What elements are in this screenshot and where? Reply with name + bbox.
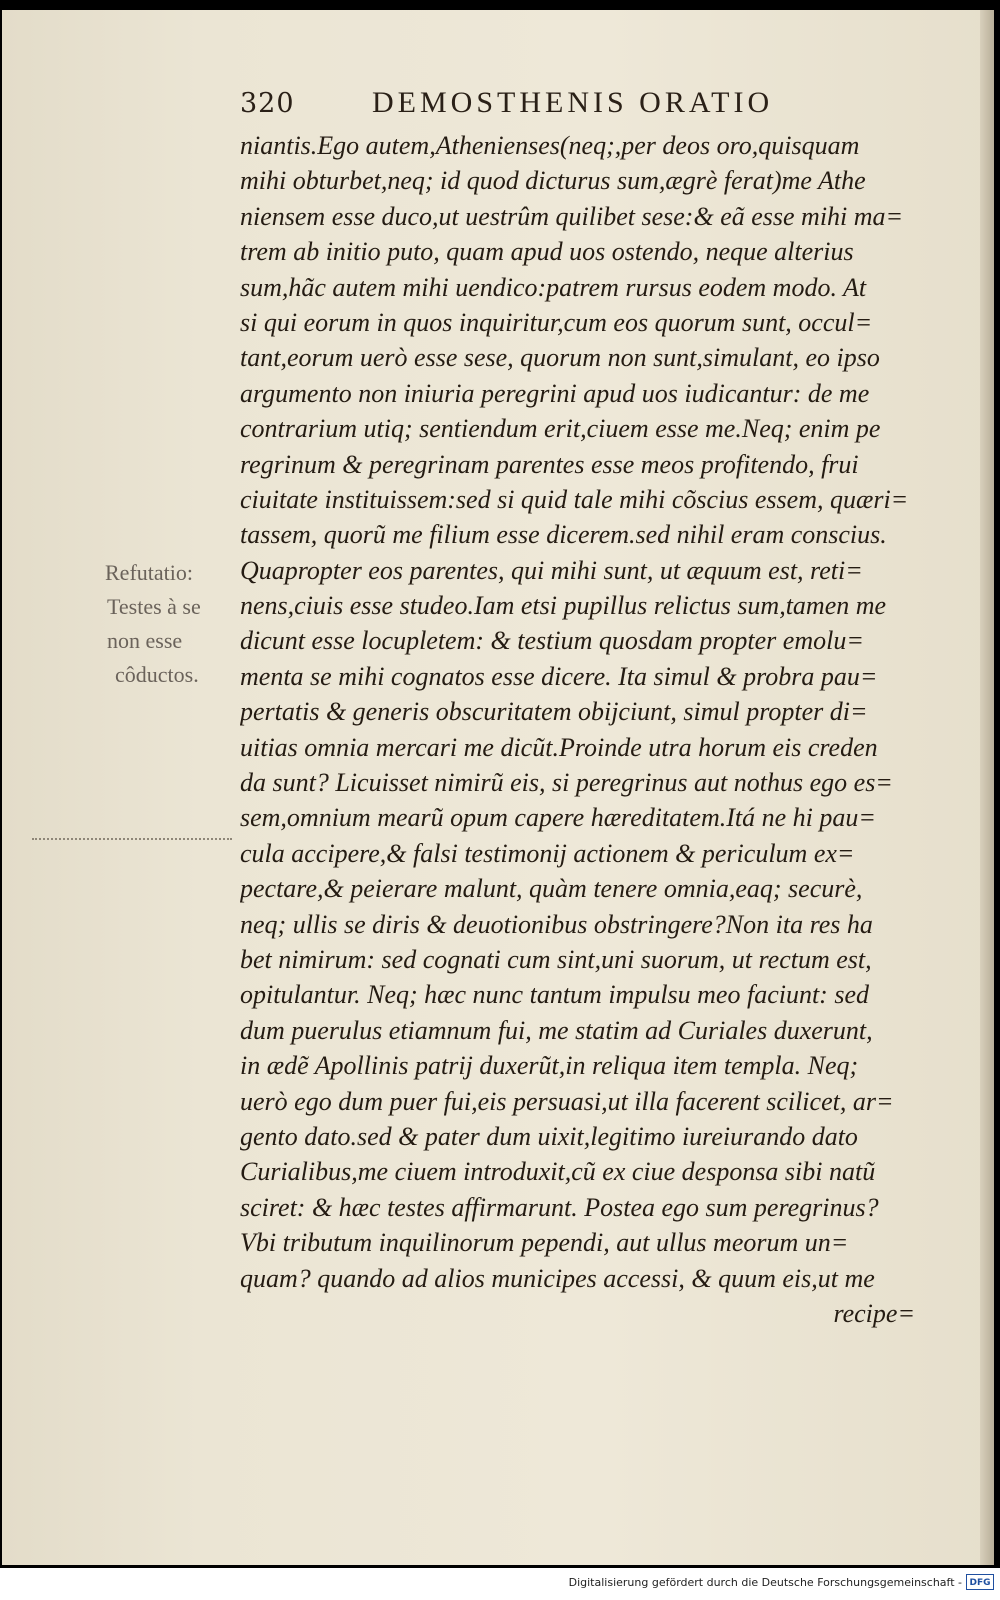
text-line: menta se mihi cognatos esse dicere. Ita simul & probra pau= xyxy=(240,661,878,691)
text-line: sem,omnium mearũ opum capere hæreditatem.Itá ne hi pau= xyxy=(240,803,876,833)
funding-credit: Digitalisierung gefördert durch die Deutsche Forschungsgemeinschaft - xyxy=(568,1576,962,1589)
text-line: si qui eorum in quos inquiritur,cum eos quorum sunt, occul= xyxy=(240,307,873,337)
marginal-note-line: non esse xyxy=(107,628,183,653)
text-line: tant,eorum uerò esse sese, quorum non sunt,simulant, eo ipso xyxy=(240,343,880,373)
text-line: trem ab initio puto, quam apud uos ostendo, neque alterius xyxy=(240,237,854,267)
text-line: dum puerulus etiamnum fui, me statim ad Curiales duxerunt, xyxy=(240,1015,873,1045)
text-line: pectare,& peierare malunt, quàm tenere omnia,eaq; securè, xyxy=(240,874,863,904)
text-line: gento dato.sed & pater dum uixit,legitimo iureiurando dato xyxy=(240,1121,858,1151)
text-line: niensem esse duco,ut uestrûm quilibet sese:& eã esse mihi ma= xyxy=(240,201,904,231)
text-line: sciret: & hæc testes affirmarunt. Postea ego sum peregrinus? xyxy=(240,1192,879,1222)
text-line: quam? quando ad alios municipes accessi, & quum eis,ut me xyxy=(240,1263,875,1293)
text-line: opitulantur. Neq; hæc nunc tantum impulsu meo faciunt: sed xyxy=(240,980,870,1010)
catchword: recipe= xyxy=(833,1298,915,1328)
text-line: dicunt esse locupletem: & testium quosdam propter emolu= xyxy=(240,626,864,656)
text-line: neq; ullis se diris & deuotionibus obstringere?Non ita res ha xyxy=(240,909,873,939)
dfg-logo-icon: DFG xyxy=(966,1574,994,1590)
text-line: sum,hãc autem mihi uendico:patrem rursus eodem modo. At xyxy=(240,272,867,302)
text-line: Vbi tributum inquilinorum pependi, aut ullus meorum un= xyxy=(240,1228,849,1258)
margin-dotted-rule xyxy=(32,838,232,840)
text-line: contrarium utiq; sentiendum erit,ciuem esse me.Neq; enim pe xyxy=(240,414,881,444)
text-line: cula accipere,& falsi testimonij actionem & periculum ex= xyxy=(240,838,855,868)
text-line: uitias omnia mercari me dicũt.Proinde utra horum eis creden xyxy=(240,732,878,762)
text-line: regrinum & peregrinam parentes esse meos profitendo, frui xyxy=(240,449,859,479)
running-title: DEMOSTHENIS ORATIO xyxy=(372,86,774,119)
marginal-note-line: Refutatio: xyxy=(105,560,193,585)
text-line: pertatis & generis obscuritatem obijciunt, simul propter di= xyxy=(240,697,868,727)
book-page xyxy=(2,10,994,1565)
text-line: ciuitate instituissem:sed si quid tale mihi cõscius essem, quæri= xyxy=(240,484,909,514)
page-number: 320 xyxy=(240,88,295,119)
marginal-note-line: côductos. xyxy=(115,662,199,687)
page-header xyxy=(240,80,820,124)
text-line: uerò ego dum puer fui,eis persuasi,ut illa facerent scilicet, ar= xyxy=(240,1086,894,1116)
text-line: bet nimirum: sed cognati cum sint,uni suorum, ut rectum est, xyxy=(240,944,872,974)
marginal-note xyxy=(105,556,245,692)
marginal-note-line: Testes à se xyxy=(107,594,201,619)
text-line: nens,ciuis esse studeo.Iam etsi pupillus relictus sum,tamen me xyxy=(240,591,887,621)
text-line: Curialibus,me ciuem introduxit,cũ ex ciue desponsa sibi natũ xyxy=(240,1157,876,1187)
text-line: da sunt? Licuisset nimirũ eis, si peregrinus aut nothus ego es= xyxy=(240,768,893,798)
page-edge-shadow xyxy=(980,10,994,1565)
text-line: in ædẽ Apollinis patrij duxerũt,in reliqua item templa. Neq; xyxy=(240,1051,859,1081)
text-line: Quapropter eos parentes, qui mihi sunt, ut æquum est, reti= xyxy=(240,555,863,585)
text-line: niantis.Ego autem,Athenienses(neq;,per deos oro,quisquam xyxy=(240,131,860,160)
body-text xyxy=(240,128,925,1331)
text-line: mihi obturbet,neq; id quod dicturus sum,ægrè ferat)me Athe xyxy=(240,166,866,196)
text-line: argumento non iniuria peregrini apud uos iudicantur: de me xyxy=(240,378,870,408)
footer-bar xyxy=(0,1568,1000,1600)
text-line: tassem, quorũ me filium esse dicerem.sed nihil eram conscius. xyxy=(240,520,887,550)
